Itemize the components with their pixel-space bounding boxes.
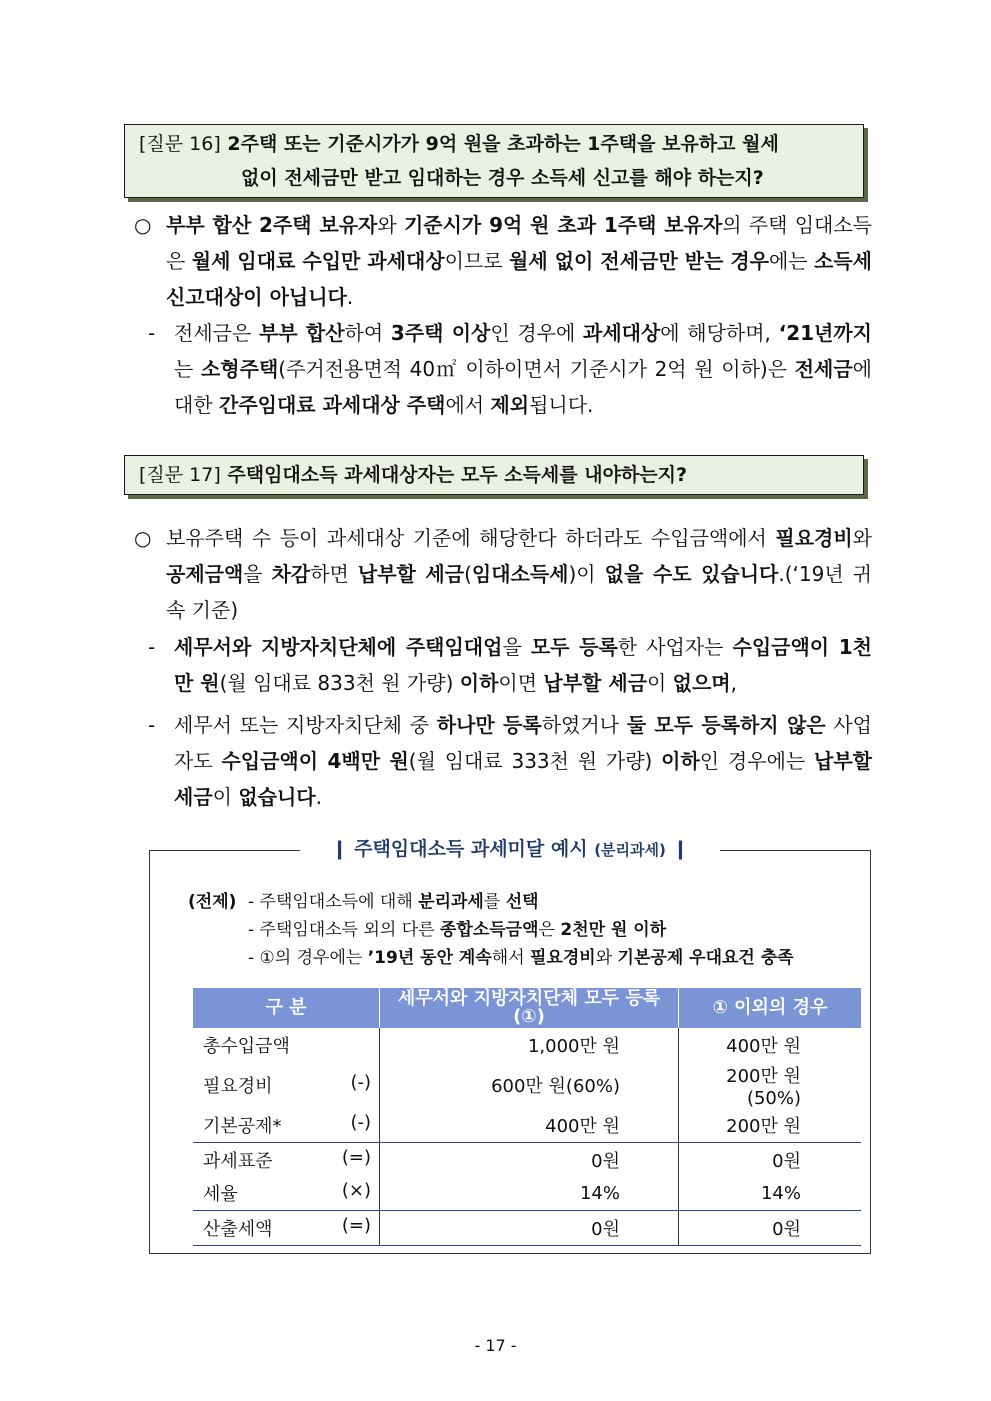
bold-text-run: 납부할 세금 [357, 562, 465, 586]
example-title-text: ❙ 주택임대소득 과세미달 예시 [331, 838, 588, 860]
text-run: 이 [212, 785, 239, 809]
text-run: 에는 [768, 249, 815, 273]
row-operator: (-) [350, 1112, 371, 1134]
bold-text-run: 소득세 신고대상이 아닙니다 [166, 249, 873, 309]
text-run: 를 [483, 892, 506, 912]
text-run: .(‘19년 귀속 기준) [166, 562, 872, 622]
text-run: - 주택임대소득 외의 다른 [248, 920, 440, 940]
header-category: 구 분 [193, 988, 380, 1028]
value-both-registered: 14% [380, 1177, 679, 1211]
row-operator: (=) [341, 1146, 371, 1168]
text-run: 하였거나 [541, 713, 627, 737]
bold-text-run: 소형주택 [200, 357, 279, 381]
bold-text-run: 3주택 이상 [390, 321, 491, 345]
text-run: . [315, 785, 322, 809]
value-both-registered: 1,000만 원 [380, 1028, 679, 1062]
dash-bullet: - [148, 635, 156, 659]
value-both-registered: 600만 원(60%) [380, 1062, 679, 1109]
answer-17-detail-1 [148, 629, 872, 701]
bold-text-run: 2천만 원 이하 [560, 920, 667, 940]
table-row [193, 1177, 861, 1211]
page-number: - 17 - [474, 1336, 517, 1355]
row-operator: (×) [341, 1180, 371, 1202]
value-other: 400만 원 [679, 1028, 862, 1062]
text-run: 와 [377, 213, 404, 237]
text-run: 이면 [498, 671, 544, 695]
question-17-text: 주택임대소득 과세대상자는 모두 소득세를 내야하는지? [227, 464, 687, 486]
value-other: 200만 원 [679, 1109, 862, 1143]
answer-16-detail-text [174, 315, 872, 423]
dash-bullet: - [148, 713, 156, 737]
text-run: 와 [595, 948, 618, 968]
bold-text-run: 기본공제 우대요건 충족 [617, 948, 794, 968]
text-run: 인 경우에 [490, 321, 583, 345]
table-row [193, 1028, 861, 1062]
answer-17-detail-2 [148, 707, 872, 815]
row-label: 총수입금액 [203, 1035, 290, 1057]
question-17-box [124, 455, 864, 495]
dash-bullet: - [148, 321, 156, 345]
bold-text-run: 수입금액이 1천만 원 [174, 635, 872, 695]
premise-label: (전제) [188, 892, 237, 912]
answer-17-paragraph [134, 520, 872, 628]
text-run: - ①의 경우에는 [248, 948, 368, 968]
value-other: 0원 [679, 1211, 862, 1246]
question-17-tag: [질문 17] [139, 464, 221, 486]
table-row [193, 1062, 861, 1109]
bold-text-run: 필요경비 [775, 526, 853, 550]
text-run: 이 [646, 671, 673, 695]
bold-text-run: 필요경비 [530, 948, 596, 968]
text-run: 을 [502, 635, 531, 659]
bold-text-run: 과세대상 [583, 321, 661, 345]
example-title-sub: (분리과세) [594, 841, 666, 859]
header-other: ① 이외의 경우 [679, 988, 862, 1028]
row-label: 산출세액 [203, 1218, 273, 1240]
text-run: 에 대한 [174, 357, 872, 417]
text-run: 보유주택 수 등이 과세대상 기준에 해당한다 하더라도 수입금액에서 [166, 526, 776, 550]
answer-16-text [166, 207, 872, 315]
bold-text-run: 종합소득금액 [439, 920, 539, 940]
premise-item [248, 916, 848, 944]
bold-text-run: 이하 [661, 749, 700, 773]
table-row [193, 1109, 861, 1143]
text-run: 은 [538, 920, 561, 940]
bold-text-run: 선택 [505, 892, 539, 912]
value-other: 200만 원(50%) [679, 1062, 862, 1109]
text-run: 는 [174, 357, 201, 381]
value-both-registered: 0원 [380, 1211, 679, 1246]
row-label: 기본공제* [203, 1116, 282, 1138]
text-run: 와 [852, 526, 872, 550]
bold-text-run: 기준시가 9억 원 초과 1주택 보유자 [403, 213, 723, 237]
value-other: 0원 [679, 1143, 862, 1177]
bold-text-run: 월세 임대료 수입만 과세대상 [191, 249, 445, 273]
text-run: (월 임대료 833천 원 가량) [219, 671, 460, 695]
bold-text-run: 차감 [271, 562, 311, 586]
text-run: 의 주택 임대소득은 [166, 213, 872, 273]
text-run: 인 경우에는 [699, 749, 815, 773]
text-run: 하면 [310, 562, 358, 586]
question-17-line1 [139, 458, 863, 492]
text-run: ( [464, 562, 472, 586]
text-run: 을 [243, 562, 272, 586]
bold-text-run: 간주임대료 과세대상 주택 [219, 393, 446, 417]
bold-text-run: 월세 없이 전세금만 받는 경우 [509, 249, 769, 273]
question-16-line1 [139, 127, 863, 161]
text-run: 에서 [445, 393, 491, 417]
bold-text-run: 둘 모두 등록하지 않은 [626, 713, 826, 737]
row-label: 과세표준 [203, 1150, 273, 1172]
row-operator: (-) [350, 1072, 371, 1093]
answer-16-detail [148, 315, 872, 423]
text-run: 사업자도 [174, 713, 872, 773]
question-16-text-1: 2주택 또는 기준시가가 9억 원을 초과하는 1주택을 보유하고 월세 [227, 133, 779, 155]
bold-text-run: 세무서와 지방자치단체에 주택임대업 [174, 635, 503, 659]
bold-text-run: 없을 수도 있습니다 [604, 562, 779, 586]
text-run: 한 사업자는 [617, 635, 733, 659]
text-run: 세무서 또는 지방자치단체 중 [174, 713, 437, 737]
text-run: 이므로 [444, 249, 510, 273]
row-label-cell [193, 1109, 380, 1143]
text-run: 됩니다. [529, 393, 594, 417]
text-run: (월 임대료 333천 원 가량) [408, 749, 662, 773]
bold-text-run: 제외 [490, 393, 530, 417]
answer-17-detail-1-text [174, 629, 872, 701]
text-run: (주거전용면적 40㎡ 이하이면서 기준시가 2억 원 이하)은 [278, 357, 795, 381]
row-label-cell [193, 1028, 380, 1062]
table-row [193, 1143, 861, 1177]
bold-text-run: 임대소득세 [471, 562, 569, 586]
text-run: , [730, 671, 737, 695]
bold-text-run: 납부할 세금 [543, 671, 647, 695]
table-row [193, 1211, 861, 1246]
row-operator: (=) [341, 1214, 371, 1236]
answer-16-paragraph [134, 207, 872, 315]
example-title [300, 834, 720, 864]
bold-text-run: 공제금액 [166, 562, 244, 586]
circle-bullet-icon: ○ [134, 213, 152, 237]
table-header-row [193, 988, 861, 1028]
premise-item [248, 944, 848, 972]
bold-text-run: 없습니다 [238, 785, 316, 809]
text-run: 해서 [491, 948, 531, 968]
answer-17-detail-2-text [174, 707, 872, 815]
answer-17-text [166, 520, 872, 628]
value-both-registered: 0원 [380, 1143, 679, 1177]
bold-text-run: 부부 합산 [258, 321, 345, 345]
bold-text-run: ‘21년까지 [778, 321, 872, 345]
row-label-cell [193, 1211, 380, 1246]
bold-text-run: ’19년 동안 계속 [367, 948, 492, 968]
header-both-registered: 세무서와 지방자치단체 모두 등록 (①) [380, 988, 679, 1028]
value-both-registered: 400만 원 [380, 1109, 679, 1143]
question-16-tag: [질문 16] [139, 133, 221, 155]
text-run: . [346, 285, 354, 309]
value-other: 14% [679, 1177, 862, 1211]
bold-text-run: 하나만 등록 [436, 713, 542, 737]
text-run: 에 해당하며, [660, 321, 779, 345]
row-label-cell [193, 1177, 380, 1211]
bold-text-run: 전세금 [794, 357, 853, 381]
row-label: 세율 [203, 1184, 238, 1206]
bold-text-run: 부부 합산 2주택 보유자 [166, 213, 378, 237]
bold-text-run: 모두 등록 [530, 635, 618, 659]
row-label: 필요경비 [203, 1076, 273, 1097]
example-table [193, 988, 861, 1246]
example-title-end: ❙ [672, 838, 689, 860]
bold-text-run: 이하 [459, 671, 499, 695]
row-label-cell [193, 1062, 380, 1109]
premise-item [248, 888, 848, 916]
text-run: )이 [568, 562, 605, 586]
bold-text-run: 수입금액이 4백만 원 [221, 749, 409, 773]
bold-text-run: 없으며 [672, 671, 731, 695]
question-16-box [124, 124, 864, 198]
circle-bullet-icon: ○ [134, 526, 152, 550]
bold-text-run: 납부할 세금 [174, 749, 872, 809]
text-run: 하여 [344, 321, 391, 345]
text-run: 전세금은 [174, 321, 259, 345]
bold-text-run: 분리과세 [418, 892, 484, 912]
row-label-cell [193, 1143, 380, 1177]
text-run: - 주택임대소득에 대해 [248, 892, 419, 912]
question-16-text-2: 없이 전세금만 받고 임대하는 경우 소득세 신고를 해야 하는지? [241, 167, 764, 189]
example-premise [188, 888, 848, 972]
